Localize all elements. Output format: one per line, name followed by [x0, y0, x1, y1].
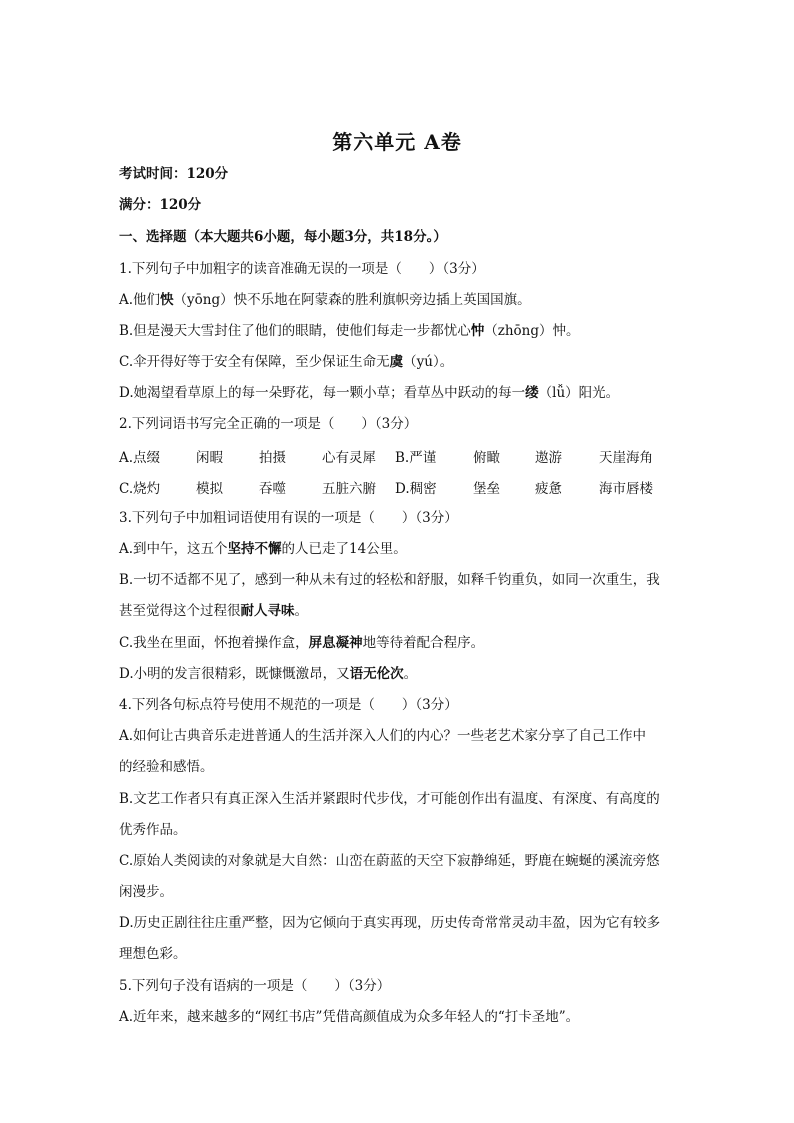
q3-c-text: C.我坐在里面，怀抱着操作盒，: [119, 635, 309, 651]
q1-a-bold: 怏: [160, 292, 174, 308]
q3-c-text-post: 地等待着配合程序。: [362, 635, 485, 651]
q1-b-bold: 忡: [470, 323, 485, 339]
q2-row-1: [119, 446, 679, 466]
q2-word: 心有灵犀: [322, 450, 376, 466]
q4-option-a-line1: A.如何让古典音乐走进普通人的生活并深入人们的内心？一些老艺术家分享了自己工作中: [119, 728, 647, 744]
q4-stem: 4.下列各句标点符号使用不规范的一项是（ ）（3分）: [119, 697, 458, 713]
q4-option-c-line1: C.原始人类阅读的对象就是大自然：山峦在蔚蓝的天空下寂静绵延，野鹿在蜿蜒的溪流旁悠: [119, 853, 660, 869]
q3-a-bold: 坚持不懈: [227, 541, 282, 557]
q2-word: C.烧灼: [119, 481, 161, 497]
q2-stem: 2.下列词语书写完全正确的一项是（ ）（3分）: [119, 416, 418, 432]
q2-word: 俯瞰: [473, 450, 500, 466]
q2-word: 闲暇: [196, 450, 223, 466]
q4-option-a-line2: 的经验和感悟。: [119, 759, 214, 775]
q1-stem: 1.下列句子中加粗字的读音准确无误的一项是（ ）（3分）: [119, 261, 485, 277]
q1-d-text-post: （lǚ）阳光。: [538, 385, 620, 401]
q3-d-text: D.小明的发言很精彩，既慷慨激昂，又: [119, 666, 350, 682]
q5-option-a: A.近年来，越来越多的“网红书店”凭借高颜值成为众多年轻人的“打卡圣地”。: [119, 1009, 580, 1025]
q2-word: 堡垒: [473, 481, 500, 497]
q2-word: 疲惫: [535, 481, 562, 497]
exam-time: 考试时间：120分: [119, 166, 229, 182]
q4-option-c-line2: 闲漫步。: [119, 884, 173, 900]
q2-word: 拍摄: [259, 450, 286, 466]
q2-word: D.稠密: [395, 481, 437, 497]
q3-b-bold: 耐人寻味: [240, 603, 295, 619]
q4-option-d-line2: 理想色彩。: [119, 946, 187, 962]
q3-b-text-post: 。: [294, 603, 308, 619]
q4-option-b-line1: B.文艺工作者只有真正深入生活并紧跟时代步伐，才可能创作出有温度、有深度、有高度的: [119, 791, 660, 807]
q3-d-text-post: 。: [403, 666, 418, 682]
q2-word: 吞噬: [259, 481, 286, 497]
q1-option-c: [119, 352, 679, 372]
q2-word: B.严谨: [395, 450, 437, 466]
q3-option-a: [119, 539, 679, 559]
q2-word: A.点缀: [119, 450, 161, 466]
q4-option-d-line1: D.历史正剧往往庄重严整，因为它倾向于真实再现，历史传奇常常灵动丰盈，因为它有较多: [119, 915, 661, 931]
q2-word: 海市唇楼: [599, 481, 653, 497]
q1-d-text: D.她渴望看草原上的每一朵野花，每一颗小草；看草丛中跃动的每一: [119, 385, 526, 401]
q3-option-b-line2: [119, 601, 679, 621]
section-header: 一、选择题（本大题共6小题，每小题3分，共18分。）: [119, 229, 447, 245]
q5-stem: 5.下列句子没有语病的一项是（ ）（3分）: [119, 978, 391, 994]
q1-c-bold: 虞: [389, 354, 404, 370]
q2-row-2: [119, 477, 679, 497]
q2-word: 模拟: [196, 481, 223, 497]
q1-b-text: B.但是漫天大雪封住了他们的眼睛，使他们每走一步都忧心: [119, 323, 471, 339]
q4-option-b-line2: 优秀作品。: [119, 822, 187, 838]
q3-b-text: 甚至觉得这个过程很: [119, 603, 241, 619]
page-title: 第六单元 A卷: [332, 130, 462, 154]
q1-option-b: [119, 321, 679, 341]
q1-b-text-post: （zhōng）忡。: [484, 323, 580, 339]
q1-a-text: A.他们: [119, 292, 161, 308]
q3-a-text: A.到中午，这五个: [119, 541, 228, 557]
q1-c-text: C.伞开得好等于安全有保障，至少保证生命无: [119, 354, 390, 370]
full-score: 满分：120分: [119, 197, 202, 213]
q1-option-a: [119, 290, 679, 310]
q1-c-text-post: （yú）。: [403, 354, 454, 370]
q2-word: 遨游: [535, 450, 562, 466]
q1-option-d: [119, 383, 679, 403]
q3-option-d: [119, 664, 679, 684]
q1-d-bold: 缕: [525, 385, 539, 401]
q3-stem: 3.下列句子中加粗词语使用有误的一项是（ ）（3分）: [119, 510, 458, 526]
q3-option-c: [119, 633, 679, 653]
q3-c-bold: 屏息凝神: [308, 635, 363, 651]
q3-a-text-post: 的人已走了14公里。: [281, 541, 407, 557]
q2-word: 五脏六腑: [322, 481, 376, 497]
q3-d-bold: 语无伦次: [349, 666, 404, 682]
q1-a-text-post: （yōng）怏不乐地在阿蒙森的胜利旗帜旁边插上英国国旗。: [173, 292, 531, 308]
q3-option-b-line1: B.一切不适都不见了，感到一种从未有过的轻松和舒服，如释千钧重负，如同一次重生，我: [119, 572, 660, 588]
q2-word: 天崖海角: [599, 450, 653, 466]
